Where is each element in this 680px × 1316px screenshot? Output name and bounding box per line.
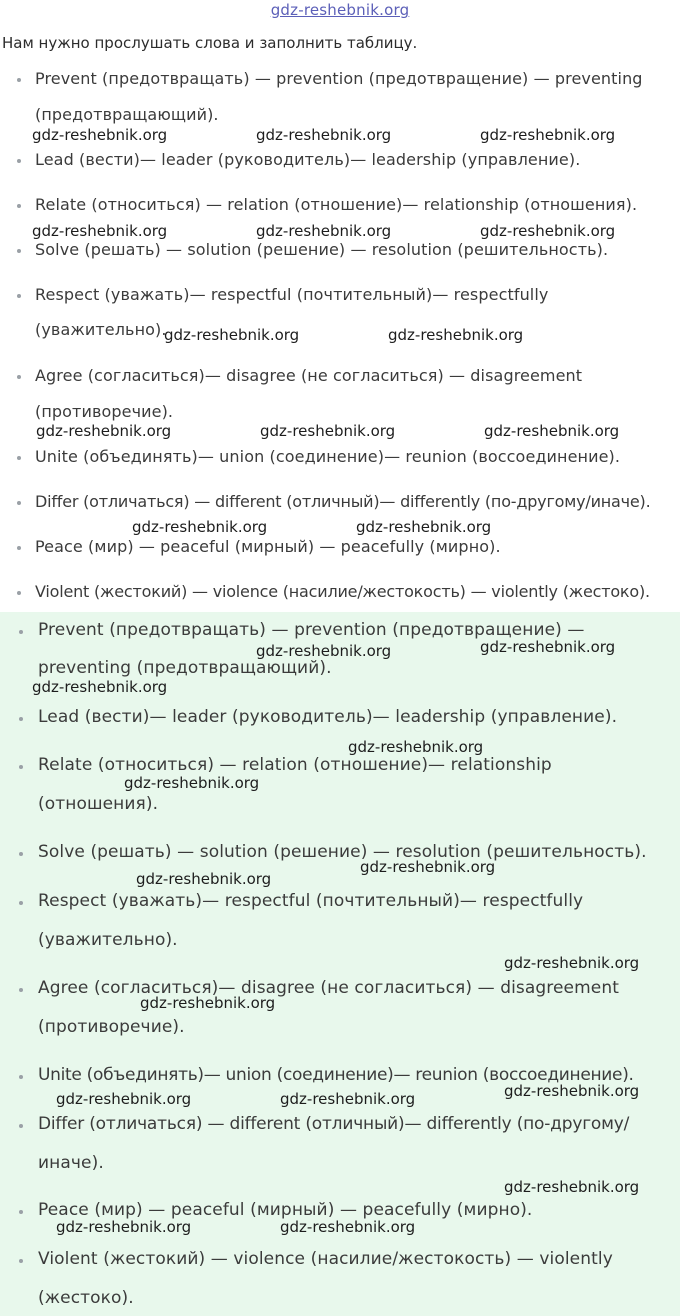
list-item-line: Agree (согласиться)— disagree (не согласиться) — disagreement: [38, 978, 619, 998]
watermark-text: gdz-reshebnik.org: [56, 1090, 192, 1108]
watermark-text: gdz-reshebnik.org: [136, 870, 272, 888]
list-item-line: (противоречие).: [35, 402, 174, 421]
list-item-line: Peace (мир) — peaceful (мирный) — peacefully (мирно).: [35, 537, 501, 556]
bullet-icon: [17, 375, 21, 379]
list-item-line: Relate (относиться) — relation (отношение)— relationship: [38, 755, 552, 775]
bullet-icon: [19, 1210, 23, 1214]
bullet-icon: [17, 294, 21, 298]
bullet-icon: [17, 78, 21, 82]
list-item-line: Relate (относиться) — relation (отношение)— relationship (отношения).: [35, 195, 638, 214]
list-item-line: Agree (согласиться)— disagree (не согласиться) — disagreement: [35, 366, 583, 385]
watermark-text: gdz-reshebnik.org: [480, 638, 616, 656]
list-item-line: Unite (объединять)— union (соединение)— reunion (воссоединение).: [35, 447, 621, 466]
bullet-icon: [19, 1259, 23, 1263]
watermark-text: gdz-reshebnik.org: [32, 678, 168, 696]
bullet-icon: [17, 501, 21, 505]
bullet-icon: [19, 852, 23, 856]
watermark-text: gdz-reshebnik.org: [280, 1090, 416, 1108]
watermark-text: gdz-reshebnik.org: [480, 222, 616, 240]
list-item-line: Violent (жестокий) — violence (насилие/жестокость) — violently: [38, 1249, 613, 1269]
watermark-text: gdz-reshebnik.org: [32, 126, 168, 144]
bullet-icon: [17, 249, 21, 253]
watermark-text: gdz-reshebnik.org: [348, 738, 484, 756]
list-item-line: (противоречие).: [38, 1017, 185, 1037]
intro-text: Нам нужно прослушать слова и заполнить таблицу.: [2, 34, 418, 52]
list-item-line: (уважительно).: [38, 930, 178, 950]
watermark-text: gdz-reshebnik.org: [260, 422, 396, 440]
watermark-text: gdz-reshebnik.org: [256, 642, 392, 660]
watermark-text: gdz-reshebnik.org: [124, 774, 260, 792]
list-item-line: Differ (отличаться) — different (отличный)— differently (по-другому/: [38, 1114, 630, 1134]
watermark-text: gdz-reshebnik.org: [32, 222, 168, 240]
watermark-text: gdz-reshebnik.org: [36, 422, 172, 440]
bullet-icon: [19, 765, 23, 769]
bullet-icon: [17, 591, 21, 595]
list-item-line: (предотвращающий).: [35, 105, 219, 124]
bullet-icon: [19, 1124, 23, 1128]
bullet-icon: [19, 988, 23, 992]
watermark-text: gdz-reshebnik.org: [360, 858, 496, 876]
list-item-line: Peace (мир) — peaceful (мирный) — peacefully (мирно).: [38, 1200, 533, 1220]
bullet-icon: [17, 546, 21, 550]
list-item-line: (уважительно).: [35, 320, 167, 339]
list-item-line: Respect (уважать)— respectful (почтительный)— respectfully: [38, 891, 584, 911]
list-item-line: Solve (решать) — solution (решение) — resolution (решительность).: [35, 240, 609, 259]
bullet-icon: [19, 901, 23, 905]
bullet-icon: [19, 630, 23, 634]
list-item-line: Differ (отличаться) — different (отличный)— differently (по-другому/иначе).: [35, 492, 651, 511]
watermark-text: gdz-reshebnik.org: [132, 518, 268, 536]
watermark-text: gdz-reshebnik.org: [356, 518, 492, 536]
list-item-line: Prevent (предотвращать) — prevention (предотвращение) —: [38, 620, 585, 640]
watermark-text: gdz-reshebnik.org: [164, 326, 300, 344]
list-item-line: Respect (уважать)— respectful (почтительный)— respectfully: [35, 285, 549, 304]
list-item-line: иначе).: [38, 1153, 104, 1173]
list-item-line: Solve (решать) — solution (решение) — resolution (решительность).: [38, 842, 647, 862]
list-item-line: Violent (жестокий) — violence (насилие/жестокость) — violently (жестоко).: [35, 582, 650, 601]
watermark-text: gdz-reshebnik.org: [140, 994, 276, 1012]
watermark-text: gdz-reshebnik.org: [484, 422, 620, 440]
list-item-line: Prevent (предотвращать) — prevention (предотвращение) — preventing: [35, 69, 643, 88]
list-item-line: Lead (вести)— leader (руководитель)— leadership (управление).: [38, 707, 618, 727]
list-item-line: Lead (вести)— leader (руководитель)— leadership (управление).: [35, 150, 581, 169]
watermark-text: gdz-reshebnik.org: [504, 954, 640, 972]
bullet-icon: [19, 1075, 23, 1079]
watermark-text: gdz-reshebnik.org: [56, 1218, 192, 1236]
watermark-text: gdz-reshebnik.org: [504, 1178, 640, 1196]
list-item-line: preventing (предотвращающий).: [38, 658, 332, 678]
watermark-text: gdz-reshebnik.org: [280, 1218, 416, 1236]
list-item-line: (отношения).: [38, 794, 159, 814]
bullet-icon: [17, 159, 21, 163]
watermark-text: gdz-reshebnik.org: [388, 326, 524, 344]
watermark-text: gdz-reshebnik.org: [480, 126, 616, 144]
watermark-text: gdz-reshebnik.org: [256, 126, 392, 144]
watermark-text: gdz-reshebnik.org: [504, 1082, 640, 1100]
bullet-icon: [17, 204, 21, 208]
watermark-text: gdz-reshebnik.org: [256, 222, 392, 240]
list-item-line: (жестоко).: [38, 1288, 134, 1308]
list-item-line: Unite (объединять)— union (соединение)— reunion (воссоединение).: [38, 1065, 634, 1085]
site-header-link[interactable]: gdz-reshebnik.org: [270, 1, 410, 19]
word-list-1: [0, 0, 680, 612]
bullet-icon: [19, 717, 23, 721]
bullet-icon: [17, 456, 21, 460]
